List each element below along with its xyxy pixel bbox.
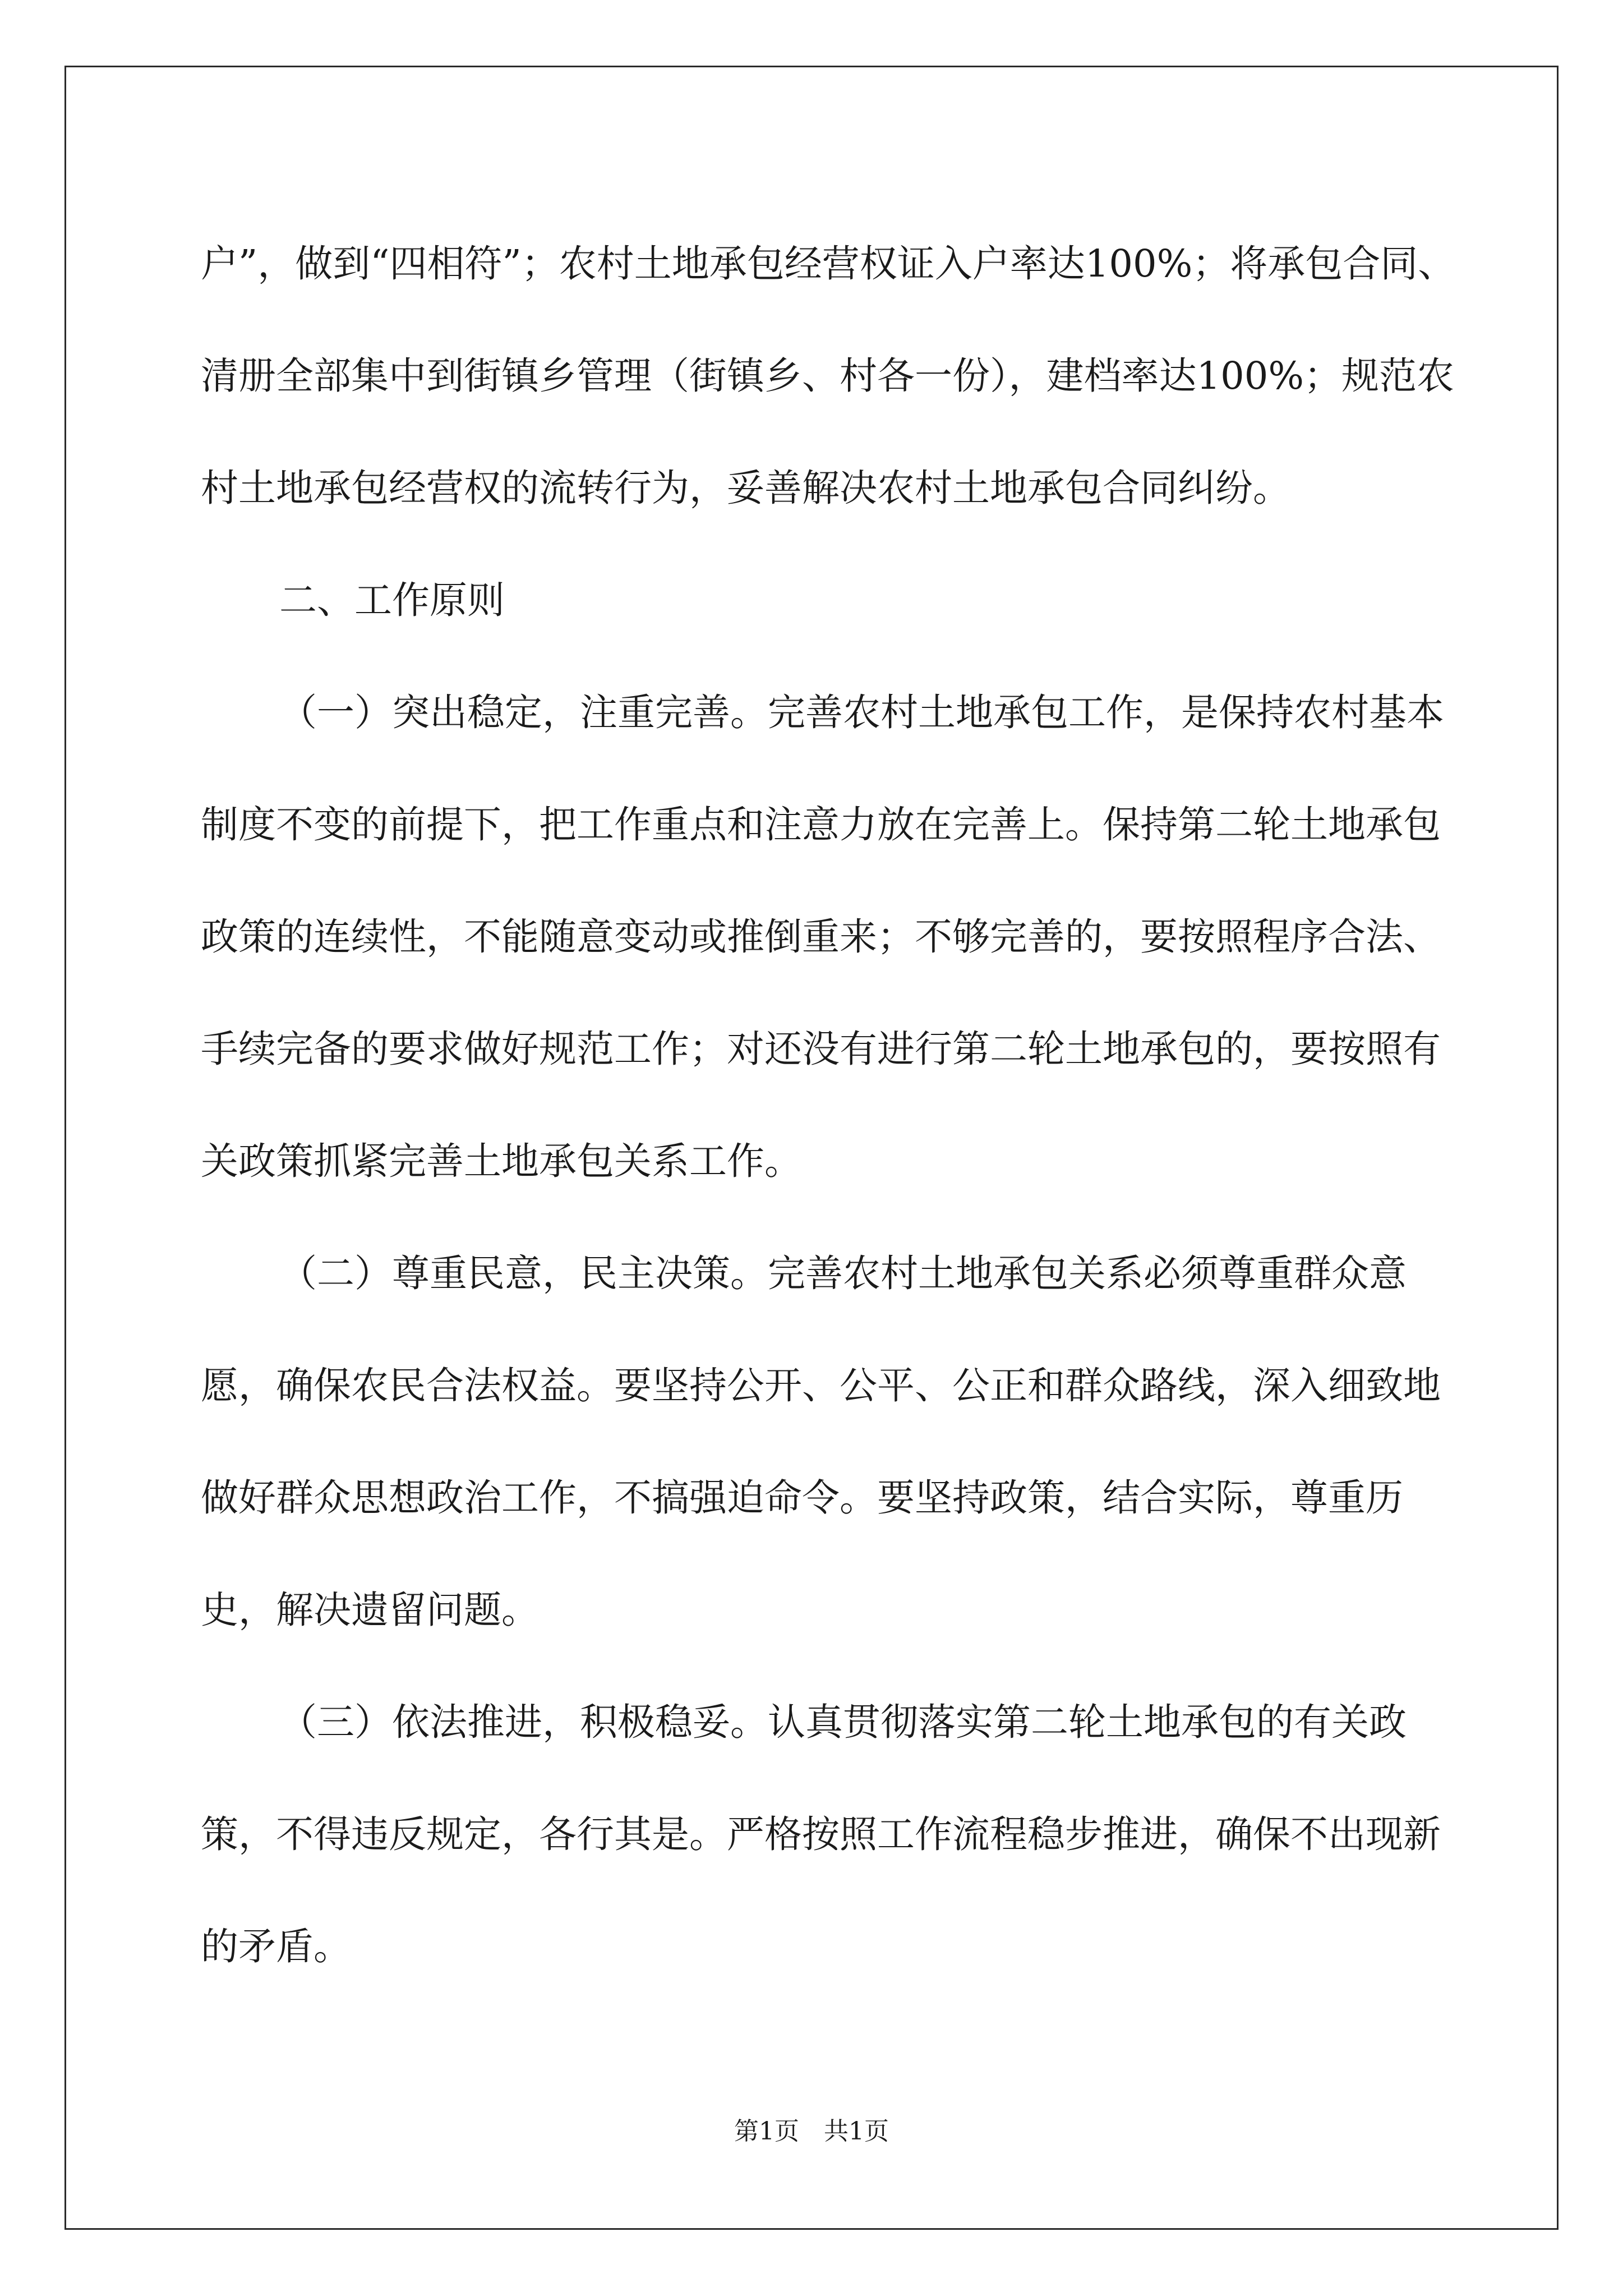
document-body bbox=[201, 208, 1474, 2003]
paragraph-continuation: 户”，做到“四相符”；农村土地承包经营权证入户率达100%；将承包合同、清册全部集中到街镇乡管理（街镇乡、村各一份），建档率达100%；规范农村土地承包经营权的流转行为，妥善解决农村土地承包合同纠纷。 bbox=[201, 242, 1456, 510]
paragraph-principle-1: （一）突出稳定，注重完善。完善农村土地承包工作，是保持农村基本制度不变的前提下，把工作重点和注意力放在完善上。保持第二轮土地承包政策的连续性，不能随意变动或推倒重来；不够完善的，要按照程序合法、手续完备的要求做好规范工作；对还没有进行第二轮土地承包的，要按照有关政策抓紧完善土地承包关系工作。 bbox=[201, 691, 1444, 1183]
section-heading: 二、工作原则 bbox=[279, 578, 505, 622]
paragraph-principle-2: （二）尊重民意，民主决策。完善农村土地承包关系必须尊重群众意愿，确保农民合法权益。要坚持公开、公平、公正和群众路线，深入细致地做好群众思想政治工作，不搞强迫命令。要坚持政策，结合实际，尊重历史，解决遗留问题。 bbox=[201, 1251, 1441, 1632]
paragraph-principle-3: （三）依法推进，积极稳妥。认真贯彻落实第二轮土地承包的有关政策，不得违反规定，各行其是。严格按照工作流程稳步推进，确保不出现新的矛盾。 bbox=[201, 1700, 1441, 1968]
page-footer bbox=[0, 2115, 1623, 2148]
page-number-label: 第1页 共1页 bbox=[734, 2117, 889, 2146]
